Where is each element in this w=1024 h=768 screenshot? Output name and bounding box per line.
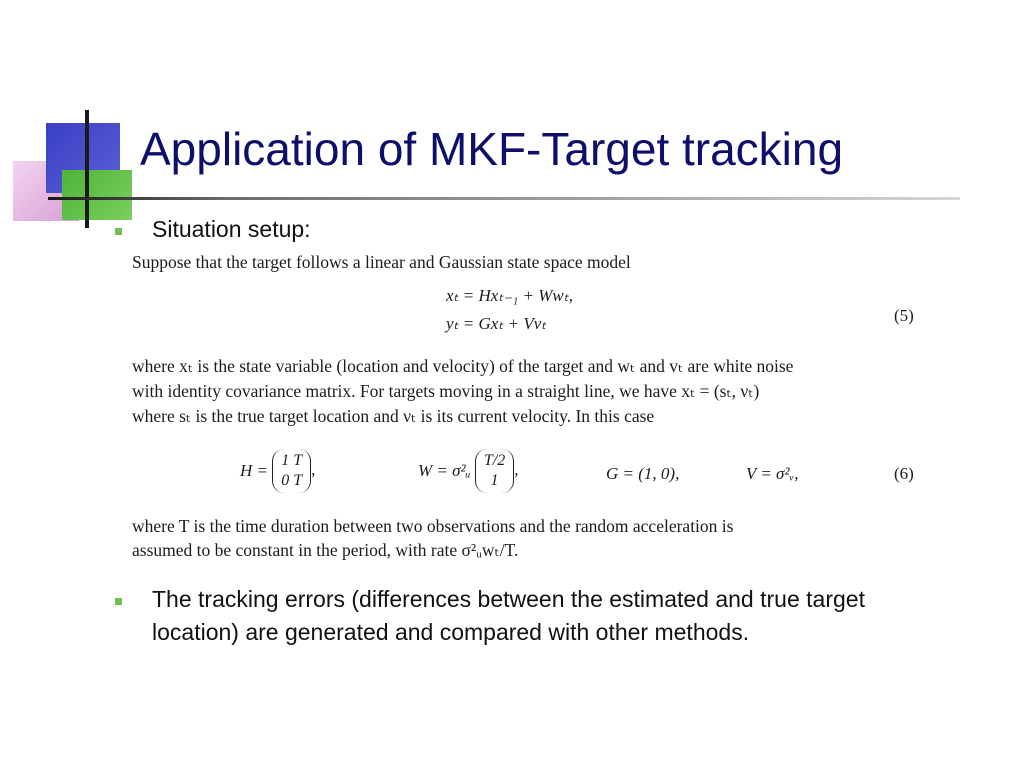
bullet-marker-1 bbox=[115, 228, 122, 235]
equation-6-W: W = σ²ᵤ T/2 1 , bbox=[418, 449, 518, 493]
decorative-square-green bbox=[62, 170, 132, 220]
equation-6-number: (6) bbox=[894, 464, 914, 483]
bullet-situation-setup: Situation setup: bbox=[152, 216, 311, 242]
equation-5-number: (5) bbox=[894, 306, 914, 325]
equation-6-V: V = σ²ᵥ, bbox=[746, 464, 799, 483]
bullet-marker-2 bbox=[115, 598, 122, 605]
paper-excerpt-image bbox=[128, 244, 933, 566]
decorative-vertical-line bbox=[85, 110, 89, 228]
matrix-W: T/2 1 bbox=[475, 449, 514, 493]
equation-6-H: H = 1 T 0 T , bbox=[240, 449, 315, 493]
excerpt-para1-line3: where sₜ is the true target location and νₜ is its current velocity. In this case bbox=[132, 406, 655, 426]
bullet-tracking-errors: The tracking errors (differences between the estimated and true target location) are generated and compared with other methods. bbox=[152, 586, 865, 645]
matrix-H: 1 T 0 T bbox=[272, 449, 311, 493]
equation-6-G: G = (1, 0), bbox=[606, 464, 680, 483]
excerpt-para1-line2: with identity covariance matrix. For targets moving in a straight line, we have xₜ = (sₜ, νₜ) bbox=[132, 381, 760, 401]
slide-title: Application of MKF-Target tracking bbox=[140, 123, 844, 175]
excerpt-para1-line1: where xₜ is the state variable (location and velocity) of the target and wₜ and vₜ are white noise bbox=[132, 356, 794, 376]
excerpt-para2-line1: where T is the time duration between two observations and the random acceleration is bbox=[132, 516, 734, 536]
title-underline bbox=[48, 197, 960, 200]
excerpt-intro: Suppose that the target follows a linear and Gaussian state space model bbox=[132, 252, 631, 272]
equation-5-line1: xₜ = Hxₜ₋₁ + Wwₜ, bbox=[446, 286, 573, 305]
excerpt-para2-line2: assumed to be constant in the period, with rate σ²ᵤwₜ/T. bbox=[132, 540, 519, 560]
equation-5-line2: yₜ = Gxₜ + Vvₜ bbox=[446, 314, 547, 333]
